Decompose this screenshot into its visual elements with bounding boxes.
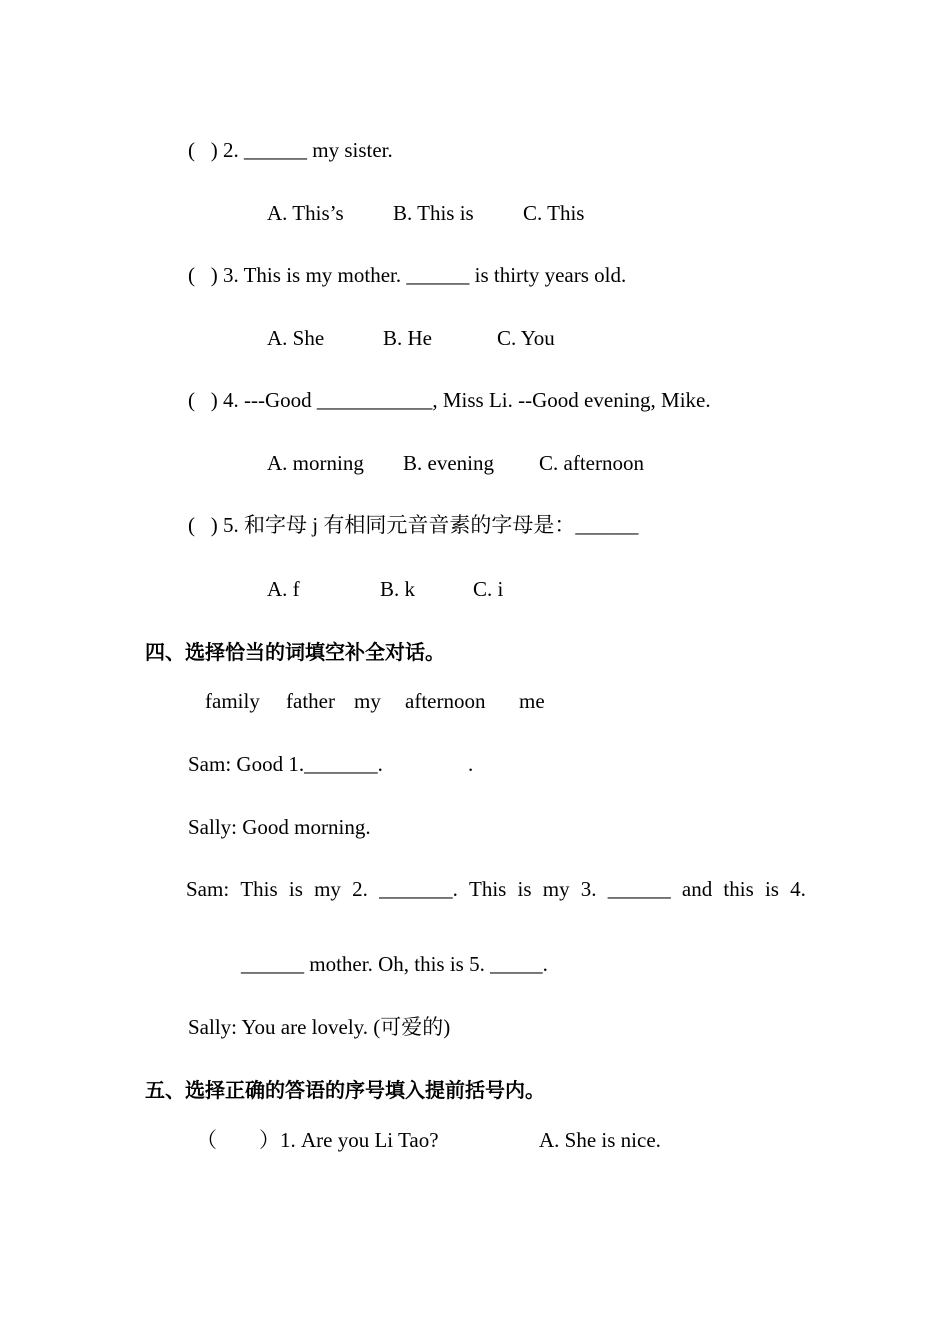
dialogue-line-2: Sally: Good morning. [188, 815, 371, 839]
dialogue-word: ______ [607, 877, 671, 901]
question-2-stem: ( ) 2. ______ my sister. [188, 138, 393, 162]
dialogue-line-1: Sam: Good 1._______. [188, 752, 383, 776]
dialogue-word: 4. [790, 877, 806, 901]
question-5-option-a: A. f [267, 577, 300, 601]
dialogue-word: 3. [580, 877, 597, 901]
question-3-option-c: C. You [497, 326, 555, 350]
dialogue-line-5: Sally: You are lovely. (可爱的) [188, 1015, 451, 1039]
question-4-option-b: B. evening [403, 451, 494, 475]
question-5-stem: ( ) 5. 和字母 j 有相同元音音素的字母是：______ [188, 513, 639, 537]
section-4-heading: 四、选择恰当的词填空补全对话。 [145, 640, 445, 664]
question-4-option-c: C. afternoon [539, 451, 644, 475]
question-2-option-a: A. This’s [267, 201, 344, 225]
question-2-option-c: C. This [523, 201, 585, 225]
question-3-stem: ( ) 3. This is my mother. ______ is thirty years old. [188, 263, 627, 287]
dialogue-word: is [288, 877, 303, 901]
word-bank-item: family [205, 689, 260, 713]
question-3-option-b: B. He [383, 326, 432, 350]
word-bank-item: me [519, 689, 545, 713]
section-5-question-1: （ ）1. Are you Li Tao? [196, 1128, 439, 1152]
question-3-option-a: A. She [267, 326, 325, 350]
question-5-option-c: C. i [473, 577, 504, 601]
dialogue-word: 2. [352, 877, 368, 901]
dialogue-word: _______. [379, 877, 458, 901]
question-4-stem: ( ) 4. ---Good ___________, Miss Li. --Good evening, Mike. [188, 388, 711, 412]
dialogue-word: this [723, 877, 754, 901]
word-bank-item: father [286, 689, 335, 713]
word-bank-item: my [354, 689, 381, 713]
section-5-answer-a: A. She is nice. [539, 1128, 661, 1152]
dialogue-word: and [681, 877, 713, 901]
word-bank-item: afternoon [405, 689, 486, 713]
question-5-option-b: B. k [380, 577, 416, 601]
dialogue-word: Sam: [186, 877, 230, 901]
dialogue-word: my [314, 877, 341, 901]
question-2-option-b: B. This is [393, 201, 474, 225]
dialogue-word: my [542, 877, 570, 901]
dialogue-line-4: ______ mother. Oh, this is 5. _____. [241, 952, 548, 976]
dialogue-line-1-dot: . [468, 752, 474, 776]
dialogue-word: This [240, 877, 278, 901]
dialogue-word: This [469, 877, 507, 901]
question-4-option-a: A. morning [267, 451, 364, 475]
dialogue-word: is [764, 877, 779, 901]
dialogue-word: is [517, 877, 532, 901]
section-5-heading: 五、选择正确的答语的序号填入提前括号内。 [145, 1078, 545, 1102]
dialogue-line-3 [186, 879, 806, 900]
